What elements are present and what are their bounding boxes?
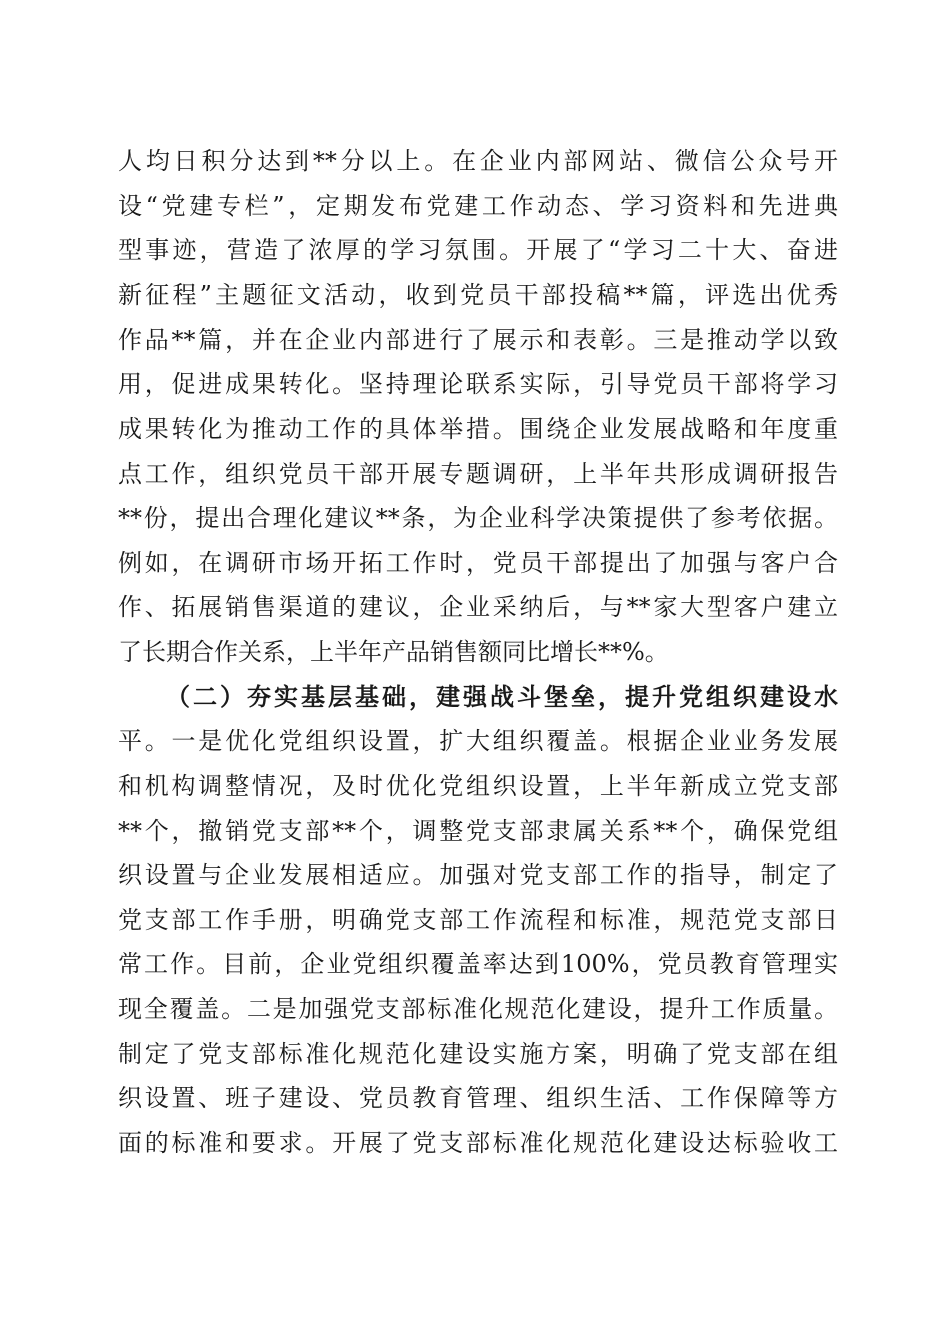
paragraph-line: 新征程”主题征文活动，收到党员干部投稿**篇，评选出优秀 [118,281,838,309]
paragraph-line: **个，撤销党支部**个，调整党支部隶属关系**个，确保党组 [118,817,838,845]
paragraph-line: 面的标准和要求。开展了党支部标准化规范化建设达标验收工 [118,1129,838,1157]
paragraph-line: 例如，在调研市场开拓工作时，党员干部提出了加强与客户合 [118,549,838,577]
section-heading-line: （二）夯实基层基础，建强战斗堡垒，提升党组织建设水 [166,682,838,711]
paragraph-line: 党支部工作手册，明确党支部工作流程和标准，规范党支部日 [118,906,838,934]
paragraph-line: 成果转化为推动工作的具体举措。围绕企业发展战略和年度重 [118,415,838,443]
paragraph-line: 制定了党支部标准化规范化建设实施方案，明确了党支部在组 [118,1040,838,1068]
paragraph-line: **份，提出合理化建议**条，为企业科学决策提供了参考依据。 [118,504,838,532]
paragraph-line: 和机构调整情况，及时优化党组织设置，上半年新成立党支部 [118,772,838,800]
paragraph-line: 人均日积分达到**分以上。在企业内部网站、微信公众号开 [118,147,838,175]
paragraph-line: 现全覆盖。二是加强党支部标准化规范化建设，提升工作质量。 [118,995,838,1023]
paragraph-line: 设“党建专栏”，定期发布党建工作动态、学习资料和先进典 [118,192,838,220]
paragraph-line: 点工作，组织党员干部开展专题调研，上半年共形成调研报告 [118,460,838,488]
paragraph-line: 作品**篇，并在企业内部进行了展示和表彰。三是推动学以致 [118,326,838,354]
paragraph-line: 织设置、班子建设、党员教育管理、组织生活、工作保障等方 [118,1084,838,1112]
paragraph-line: 型事迹，营造了浓厚的学习氛围。开展了“学习二十大、奋进 [118,236,838,264]
paragraph-line: 用，促进成果转化。坚持理论联系实际，引导党员干部将学习 [118,370,838,398]
paragraph-line: 常工作。目前，企业党组织覆盖率达到100%，党员教育管理实 [118,950,838,978]
paragraph-line: 作、拓展销售渠道的建议，企业采纳后，与**家大型客户建立 [118,593,838,621]
paragraph-line: 平。一是优化党组织设置，扩大组织覆盖。根据企业业务发展 [118,727,838,755]
paragraph-line: 了长期合作关系，上半年产品销售额同比增长**%。 [118,638,669,666]
paragraph-line: 织设置与企业发展相适应。加强对党支部工作的指导，制定了 [118,861,838,889]
